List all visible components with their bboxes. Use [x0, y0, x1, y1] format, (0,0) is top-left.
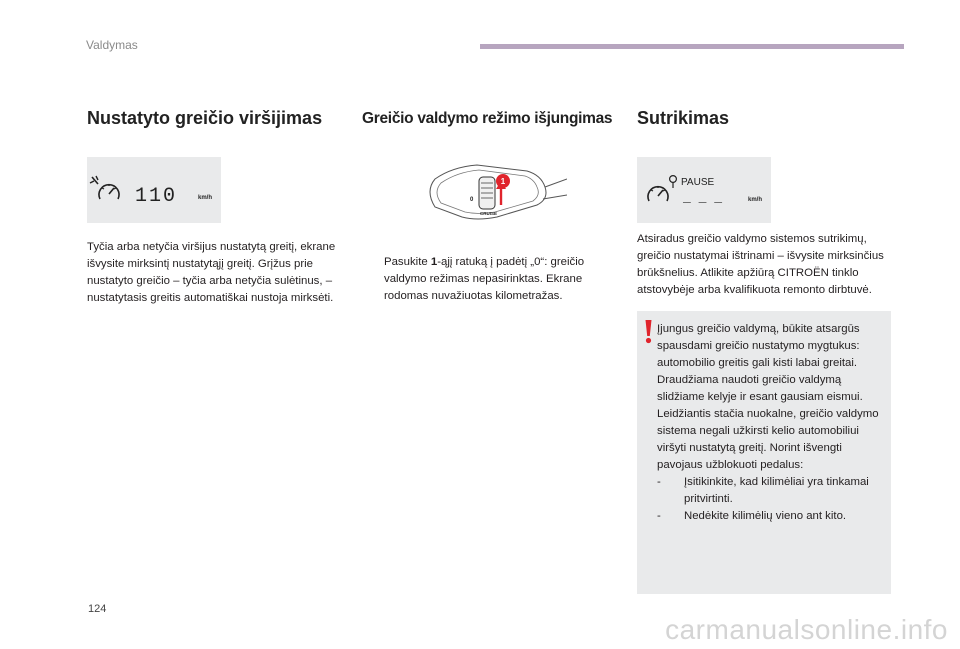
- warning-text: Įjungus greičio valdymą, būkite atsargūs spausdami greičio nustatymo mygtukus: automobilio greitis gali kisti labai greitai. Draudžiama naudoti greičio valdymą slidžiame kelyje ir esant gausiam eismui. Leidžiantis stačia nuokalne, greičio valdymo sistema negali užkirsti kelio automobiliui viršyti nustatytą greitį. Norint išvengti pavojaus užblokuoti pedalus:: [657, 323, 879, 471]
- exclamation-icon: [645, 320, 652, 344]
- warning-list-item: - Įsitikinkite, kad kilimėliai yra tinkamai pritvirtinti.: [657, 476, 869, 505]
- section3-title: Sutrikimas: [637, 108, 730, 128]
- display-speed-value: 110: [135, 185, 178, 208]
- section1-text: Tyčia arba netyčia viršijus nustatytą greitį, ekrane išvysite mirksintį nustatytąjį greitį. Grįžus prie nustatyto greičio – tyčia arba netyčia sulėtinus, – nustatytasis greitis automatiškai nustoja mirksėti.: [87, 241, 336, 304]
- warning-text-block: [657, 321, 883, 525]
- section2-bullet: [362, 254, 612, 305]
- warning-list-item: - Nedėkite kilimėlių vieno ant kito.: [657, 510, 847, 522]
- section3-text: Atsiradus greičio valdymo sistemos sutrikimų, greičio nustatymai ištrinami – išvysite mirksinčius brūkšnelius. Atlikite apžiūrą CITROËN tinklo atstovybėje arba kvalifikuota remonto dirbtuvė.: [637, 233, 884, 296]
- warning-box: [637, 311, 891, 594]
- speedometer-icon: [637, 157, 771, 223]
- display-unit: km/h: [198, 195, 213, 201]
- speedometer-icon: [87, 157, 221, 223]
- header-title: Valdymas: [86, 38, 138, 52]
- display-dashes: _ _ _: [683, 190, 723, 205]
- bullet-text: Pasukite 1-ąjį ratuką į padėtį „0“: greičio valdymo režimas nepasirinktas. Ekrane rodomas nuvažiuotas kilometražas.: [384, 256, 585, 302]
- steering-stalk-diagram: [417, 157, 567, 225]
- speed-display-110: [87, 157, 221, 223]
- display-unit: km/h: [748, 197, 763, 203]
- header-bar: [480, 44, 904, 49]
- page-number: 124: [88, 603, 107, 615]
- watermark-link[interactable]: carmanualsonline.info: [665, 614, 948, 645]
- bullet-arrow-icon: [362, 254, 384, 305]
- pause-display: [637, 157, 771, 223]
- section1-title: Nustatyto greičio viršijimas: [87, 108, 323, 128]
- section2-title: Greičio valdymo režimo išjungimas: [362, 110, 613, 127]
- diagram-cruise-label: CRUISE: [480, 211, 498, 216]
- diagram-zero-label: 0: [470, 197, 474, 203]
- display-pause-label: PAUSE: [681, 177, 715, 188]
- callout-number: 1: [500, 177, 506, 186]
